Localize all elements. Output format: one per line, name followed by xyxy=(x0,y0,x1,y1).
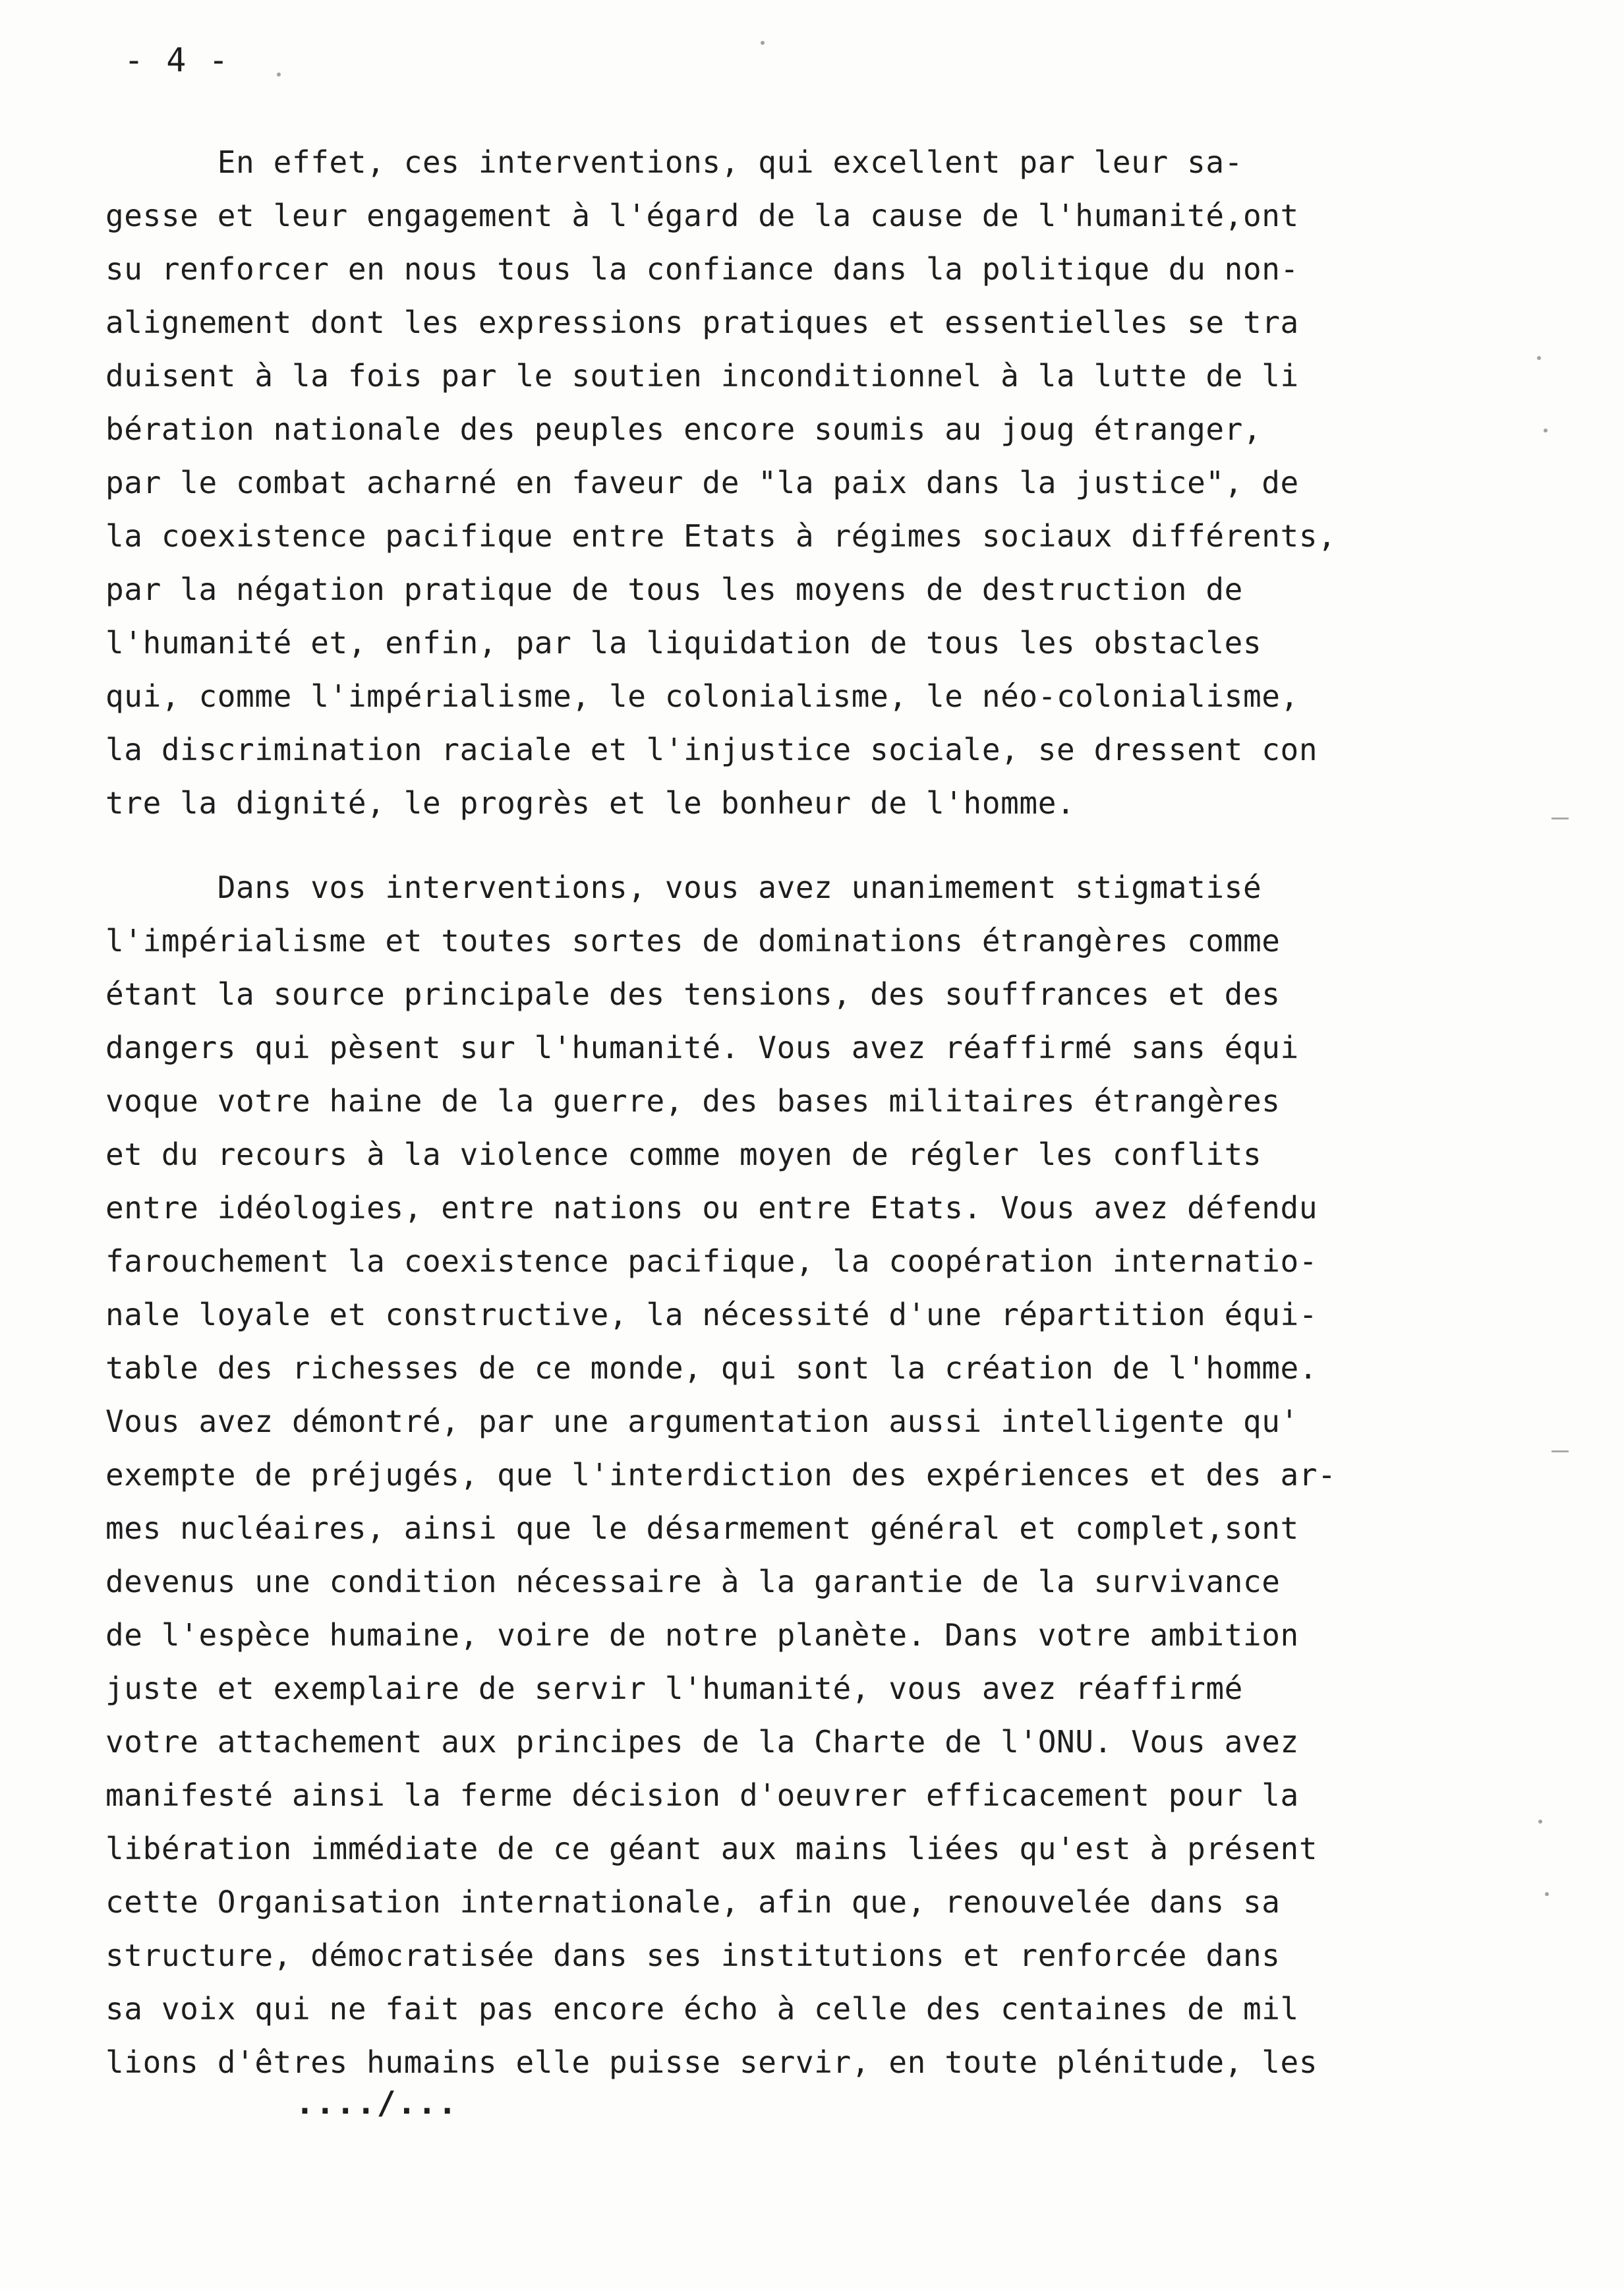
scan-mark xyxy=(1552,1450,1569,1452)
text-line: Vous avez démontré, par une argumentation aussi intelligente qu' xyxy=(105,1404,1299,1439)
text-line: devenus une condition nécessaire à la garantie de la survivance xyxy=(105,1564,1281,1599)
text-line: structure, démocratisée dans ses institutions et renforcée dans xyxy=(105,1938,1281,1973)
text-line: dangers qui pèsent sur l'humanité. Vous avez réaffirmé sans équi xyxy=(105,1030,1299,1065)
page-number: - 4 - xyxy=(124,41,230,79)
text-line: exempte de préjugés, que l'interdiction des expériences et des ar- xyxy=(105,1457,1337,1493)
scan-speck xyxy=(1544,429,1548,432)
text-line: libération immédiate de ce géant aux mains liées qu'est à présent xyxy=(105,1831,1318,1866)
text-line: su renforcer en nous tous la confiance dans la politique du non- xyxy=(105,251,1299,287)
text-line: par le combat acharné en faveur de "la paix dans la justice", de xyxy=(105,465,1299,500)
paragraph-2 xyxy=(105,861,1424,2089)
scan-mark xyxy=(1552,818,1569,819)
text-line: étant la source principale des tensions, des souffrances et des xyxy=(105,976,1281,1012)
text-line: farouchement la coexistence pacifique, la coopération internatio- xyxy=(105,1243,1318,1279)
scan-speck xyxy=(277,73,281,76)
text-line: gesse et leur engagement à l'égard de la cause de l'humanité,ont xyxy=(105,198,1299,233)
text-line: et du recours à la violence comme moyen de régler les conflits xyxy=(105,1137,1262,1172)
text-line: En effet, ces interventions, qui excellent par leur sa- xyxy=(105,144,1243,180)
scan-speck xyxy=(761,41,765,45)
text-line: l'humanité et, enfin, par la liquidation de tous les obstacles xyxy=(105,625,1262,661)
text-line: manifesté ainsi la ferme décision d'oeuvrer efficacement pour la xyxy=(105,1777,1299,1813)
text-line: duisent à la fois par le soutien inconditionnel à la lutte de li xyxy=(105,358,1299,394)
text-line: voque votre haine de la guerre, des bases militaires étrangères xyxy=(105,1083,1281,1119)
text-line: Dans vos interventions, vous avez unanimement stigmatisé xyxy=(105,870,1262,905)
text-line: lions d'êtres humains elle puisse servir, en toute plénitude, les xyxy=(105,2044,1318,2080)
text-line: de l'espèce humaine, voire de notre planète. Dans votre ambition xyxy=(105,1617,1299,1653)
scan-speck xyxy=(1545,1892,1549,1896)
text-line: cette Organisation internationale, afin que, renouvelée dans sa xyxy=(105,1884,1281,1920)
paragraph-1 xyxy=(105,136,1424,830)
scan-speck xyxy=(1537,356,1541,360)
text-line: la coexistence pacifique entre Etats à régimes sociaux différents, xyxy=(105,518,1337,554)
text-line: juste et exemplaire de servir l'humanité, vous avez réaffirmé xyxy=(105,1671,1243,1706)
text-line: table des richesses de ce monde, qui sont la création de l'homme. xyxy=(105,1350,1318,1386)
text-line: l'impérialisme et toutes sortes de dominations étrangères comme xyxy=(105,923,1281,959)
scan-speck xyxy=(1538,1820,1542,1824)
continuation-marker: ..../... xyxy=(295,2085,459,2122)
text-line: mes nucléaires, ainsi que le désarmement général et complet,sont xyxy=(105,1510,1299,1546)
text-line: bération nationale des peuples encore soumis au joug étranger, xyxy=(105,411,1262,447)
text-line: qui, comme l'impérialisme, le colonialisme, le néo-colonialisme, xyxy=(105,678,1299,714)
text-line: la discrimination raciale et l'injustice sociale, se dressent con xyxy=(105,732,1318,767)
text-line: par la négation pratique de tous les moyens de destruction de xyxy=(105,572,1243,607)
text-line: sa voix qui ne fait pas encore écho à celle des centaines de mil xyxy=(105,1991,1299,2027)
text-line: votre attachement aux principes de la Charte de l'ONU. Vous avez xyxy=(105,1724,1299,1760)
text-line: entre idéologies, entre nations ou entre Etats. Vous avez défendu xyxy=(105,1190,1318,1226)
text-line: tre la dignité, le progrès et le bonheur de l'homme. xyxy=(105,785,1076,821)
text-line: nale loyale et constructive, la nécessité d'une répartition équi- xyxy=(105,1297,1318,1332)
text-line: alignement dont les expressions pratiques et essentielles se tra xyxy=(105,305,1299,340)
